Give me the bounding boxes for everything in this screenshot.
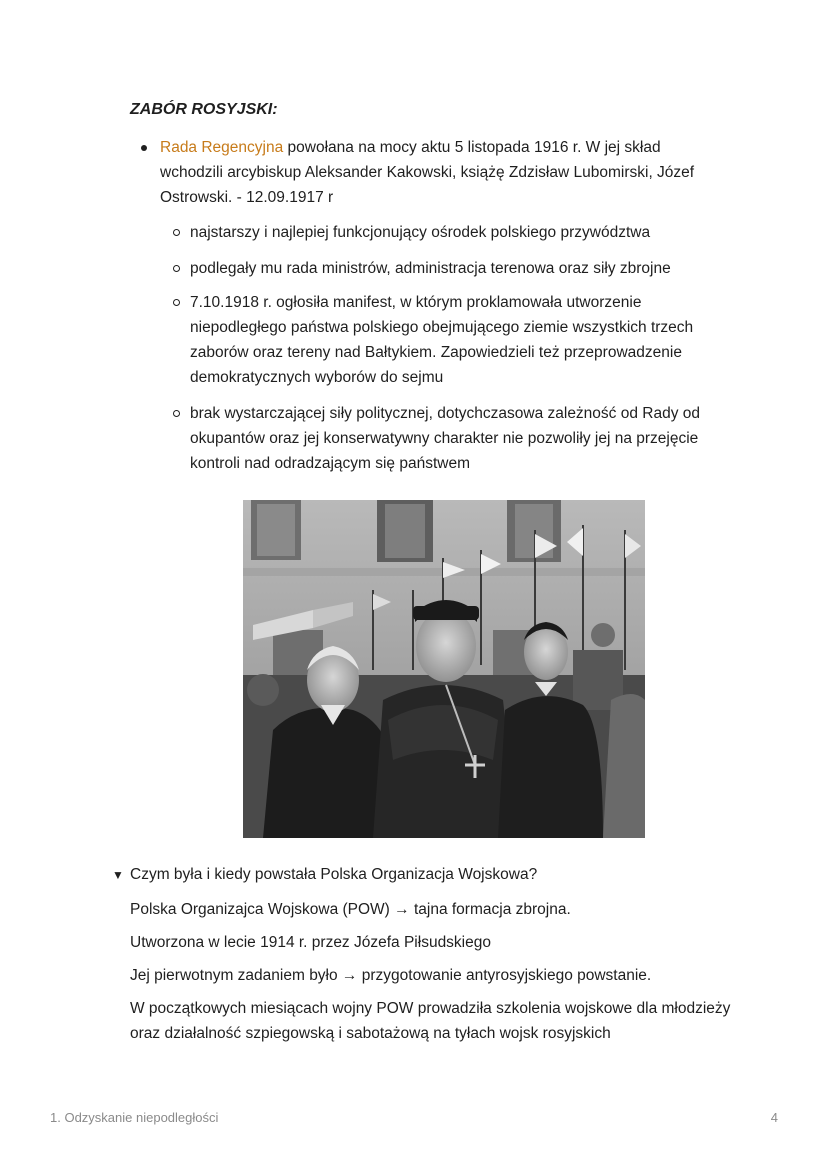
rada-regencyjna-link[interactable]: Rada Regencyjna	[160, 139, 284, 156]
answer-line-3: Jej pierwotnym zadaniem było → przygotowanie antyrosyjskiego powstanie.	[130, 967, 652, 984]
toggle-question: Czym była i kiedy powstała Polska Organizacja Wojskowa?	[130, 866, 538, 883]
answer-line-4: W początkowych miesiącach wojny POW prowadziła szkolenia wojskowe dla młodzieży oraz działalność szpiegowską i sabotażową na tyłach wojsk rosyjskich	[130, 1000, 731, 1042]
section-title: ZABÓR ROSYJSKI:	[130, 101, 278, 118]
footer-chapter-title: 1. Odzyskanie niepodległości	[50, 1110, 219, 1125]
answer-line-2: Utworzona w lecie 1914 r. przez Józefa Piłsudskiego	[130, 934, 491, 951]
sub-bullet-1: najstarszy i najlepiej funkcjonujący ośrodek polskiego przywództwa	[190, 220, 730, 245]
historical-photo	[243, 500, 645, 838]
triangle-down-icon[interactable]: ▼	[112, 868, 124, 882]
sub-bullet-2: podlegały mu rada ministrów, administracja terenowa oraz siły zbrojne	[190, 256, 730, 281]
main-bullet	[160, 135, 720, 210]
main-bullet-text: powołana na mocy aktu 5 listopada 1916 r. W jej skład wchodzili arcybiskup Aleksander Kakowski, książę Zdzisław Lubomirski, Józef Ostrowski. - 12.09.1917 r	[160, 139, 695, 206]
photo-illustration	[243, 500, 645, 838]
answer-line-1: Polska Organizajca Wojskowa (POW) → tajna formacja zbrojna.	[130, 901, 571, 918]
footer-page-number: 4	[770, 1110, 778, 1125]
sub-bullet-3: 7.10.1918 r. ogłosiła manifest, w którym proklamowała utworzenie niepodległego państwa polskiego obejmującego ziemie wszystkich trzech zaborów oraz tereny nad Bałtykiem. Zapowiedzieli też przeprowadzenie demokratycznych wyborów do sejmu	[190, 290, 710, 390]
sub-bullet-4: brak wystarczającej siły politycznej, dotychczasowa zależność od Rady od okupantów oraz jej konserwatywny charakter nie pozwoliły jej na przejęcie kontroli nad odradzającym się państwem	[190, 401, 730, 476]
pow-toggle[interactable]	[112, 864, 537, 886]
